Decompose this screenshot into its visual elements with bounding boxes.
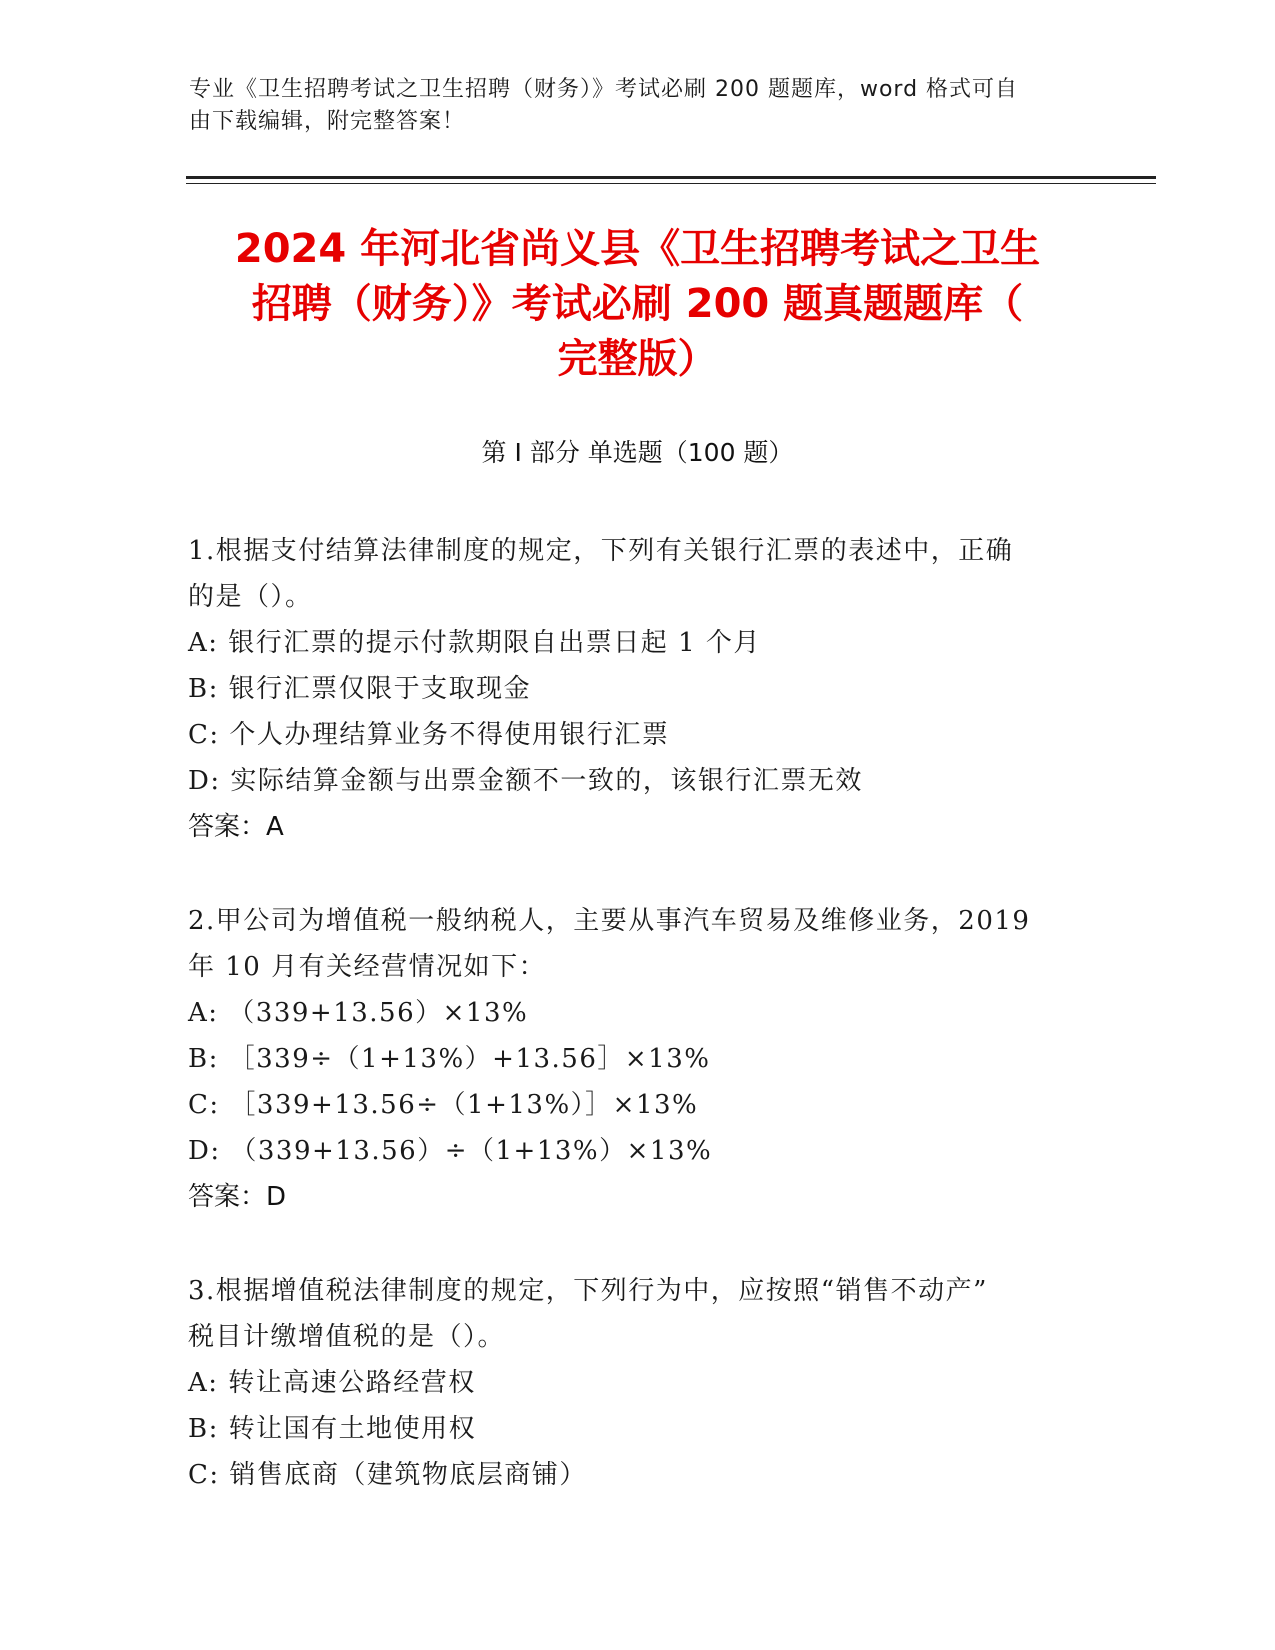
section-heading: 第 I 部分 单选题（100 题） [481,438,794,467]
option-c: C: 个人办理结算业务不得使用银行汇票 [188,720,670,750]
option-b: B: 银行汇票仅限于支取现金 [188,674,532,704]
question-item-2 [188,898,1068,1220]
question-stem-line: 税目计缴增值税的是（）。 [188,1322,506,1352]
question-stem-line: 1.根据支付结算法律制度的规定，下列有关银行汇票的表述中，正确 [188,536,1014,566]
option-a: A: 转让高速公路经营权 [188,1368,476,1398]
option-c: C: 销售底商（建筑物底层商铺） [188,1460,587,1490]
option-b: B: ［339÷（1+13%）+13.56］×13% [188,1044,711,1074]
option-d: D: （339+13.56）÷（1+13%）×13% [188,1136,713,1166]
header-note [189,74,1069,138]
page-title-line-2: 招聘（财务）》考试必刷 200 题真题题库（ [251,281,1024,327]
question-stem-line: 年 10 月有关经营情况如下： [188,952,547,982]
header-note-line-1: 专业《卫生招聘考试之卫生招聘（财务）》考试必刷 200 题题库，word 格式可自 [189,77,1019,102]
option-d: D: 实际结算金额与出票金额不一致的，该银行汇票无效 [188,766,863,796]
option-a: A: 银行汇票的提示付款期限自出票日起 1 个月 [188,628,761,658]
page-title-line-3: 完整版） [557,336,718,382]
question-item-3 [188,1268,1068,1498]
question-item-1 [188,528,1068,850]
page-title-line-1: 2024 年河北省尚义县《卫生招聘考试之卫生 [234,226,1041,272]
question-list [188,528,1068,1546]
option-a: A: （339+13.56）×13% [188,998,529,1028]
option-c: C: ［339+13.56÷（1+13%）］×13% [188,1090,699,1120]
option-b: B: 转让国有土地使用权 [188,1414,477,1444]
page-title [170,222,1105,387]
answer-line: 答案：D [188,1182,287,1212]
header-note-line-2: 由下载编辑，附完整答案！ [189,109,466,134]
answer-line: 答案：A [188,812,284,842]
header-divider-thick [186,176,1156,179]
header-divider-thin [186,183,1156,184]
question-stem-line: 2.甲公司为增值税一般纳税人，主要从事汽车贸易及维修业务，2019 [188,906,1031,936]
question-stem-line: 的是（）。 [188,582,313,612]
question-stem-line: 3.根据增值税法律制度的规定，下列行为中，应按照“销售不动产” [188,1276,988,1306]
